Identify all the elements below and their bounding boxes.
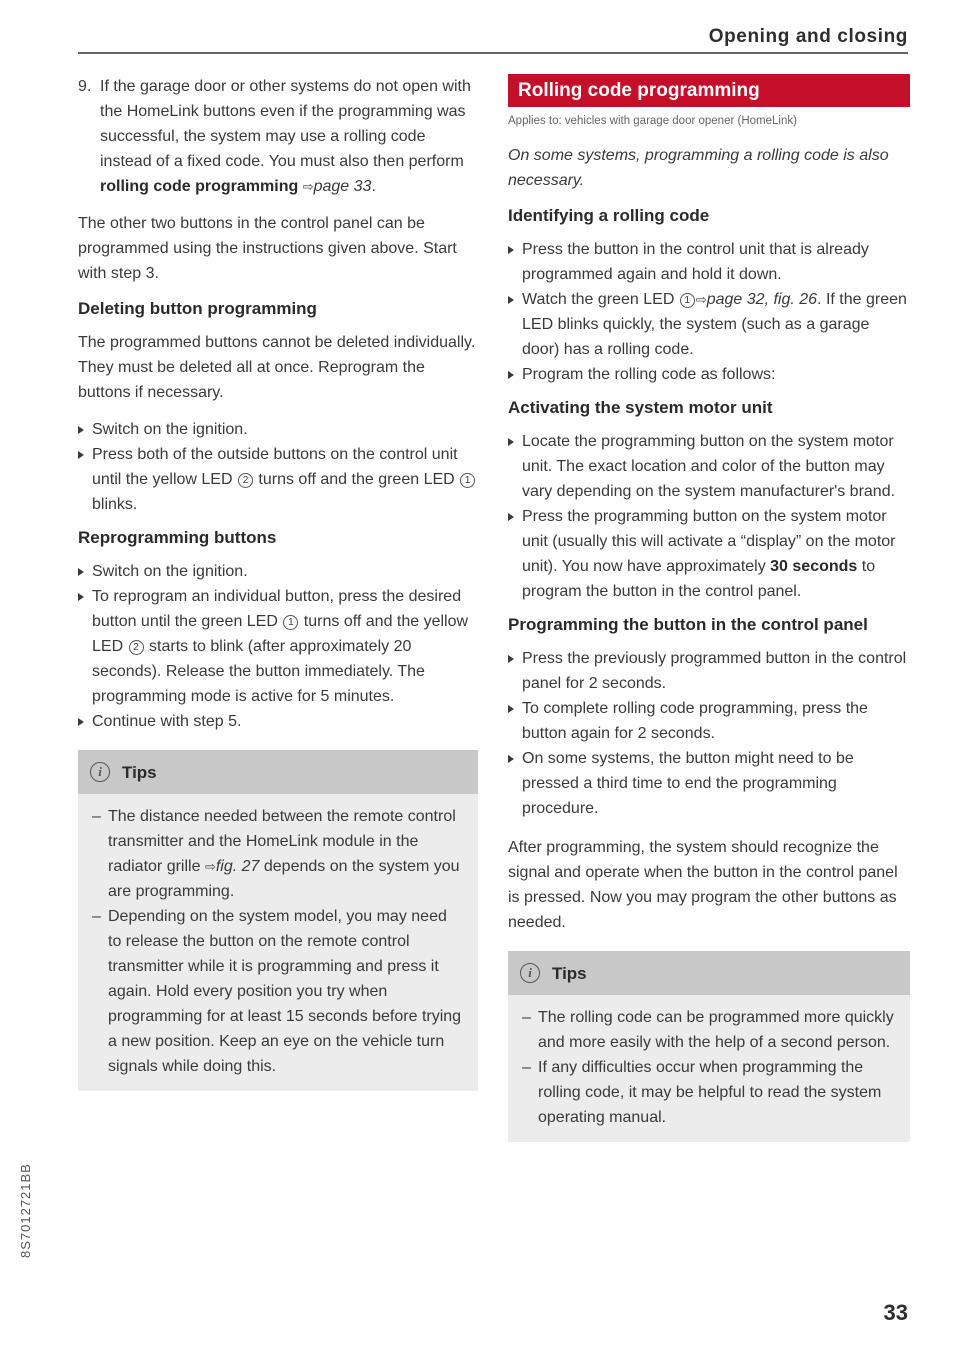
tip-item: – Depending on the system model, you may need to release the button on the remote control transmitter while it is programming and press it again. Hold every position you try when programming for at least 15 seconds before trying a new position. Keep an eye on the vehicle turn signals while doing this.	[92, 908, 462, 1075]
tips-box-left	[78, 750, 478, 1091]
reference-arrow-icon: ⇨	[204, 859, 216, 874]
reference-arrow-icon: ⇨	[695, 292, 707, 307]
heading-programming: Programming the button in the control panel	[508, 615, 868, 634]
reprogramming-steps	[78, 559, 478, 734]
list-item: Program the rolling code as follows:	[508, 362, 910, 387]
led-2-callout: 2	[129, 640, 144, 655]
led-1-callout: 1	[460, 473, 475, 488]
paragraph-deleting: The programmed buttons cannot be deleted individually. They must be deleted all at once. Reprogram the buttons if necessary.	[78, 334, 476, 401]
step-9	[78, 74, 478, 199]
heading-deleting: Deleting button programming	[78, 299, 317, 318]
heading-activating: Activating the system motor unit	[508, 398, 773, 417]
step-9-text: If the garage door or other systems do not open with the HomeLink buttons even if the programming was successful, the system may use a rolling code instead of a fixed code. You must also then perform rolling code programming ⇨page 33.	[100, 78, 471, 195]
list-item: Watch the green LED 1 ⇨page 32, fig. 26. If the green LED blinks quickly, the system (such as a garage door) has a rolling code.	[508, 287, 910, 362]
applies-to-note: Applies to: vehicles with garage door opener (HomeLink)	[508, 115, 797, 127]
tip-item: – The distance needed between the remote control transmitter and the HomeLink module in the radiator grille ⇨fig. 27 depends on the system you are programming.	[92, 808, 460, 900]
paragraph-after-programming: After programming, the system should recognize the signal and operate when the button in the control panel is pressed. Now you may program the other buttons as needed.	[508, 839, 898, 931]
led-2-callout: 2	[238, 473, 253, 488]
heading-reprogramming: Reprogramming buttons	[78, 528, 277, 547]
bullet-arrow-icon	[78, 568, 84, 576]
right-column	[508, 74, 910, 1142]
paragraph-other-buttons: The other two buttons in the control panel can be programmed using the instructions given above. Start with step 3.	[78, 215, 457, 282]
list-item: Press the button in the control unit that is already programmed again and hold it down.	[508, 237, 910, 287]
list-item: Press the programming button on the system motor unit (usually this will activate a “display” on the motor unit). You now have approximately 30 seconds to program the button in the control panel.	[508, 504, 910, 604]
list-item: Switch on the ignition.	[78, 417, 478, 442]
page-reference-link[interactable]: page 32, fig. 26	[706, 291, 818, 308]
bullet-arrow-icon	[78, 426, 84, 434]
page-reference-link[interactable]: page 33	[313, 178, 372, 195]
left-column	[78, 74, 478, 1091]
reference-arrow-icon: ⇨	[302, 179, 314, 194]
bullet-arrow-icon	[508, 371, 514, 379]
list-item: To reprogram an individual button, press the desired button until the green LED 1 turns off and the yellow LED 2 starts to blink (after approximately 20 seconds). Release the button immediately. The programming mode is active for 5 minutes.	[78, 584, 478, 709]
heading-identifying: Identifying a rolling code	[508, 206, 710, 225]
section-header-title: Opening and closing	[708, 26, 908, 47]
bullet-arrow-icon	[78, 451, 84, 459]
tips-header	[508, 951, 910, 995]
bullet-arrow-icon	[508, 296, 514, 304]
tips-title: Tips	[122, 762, 157, 782]
tip-item: – The rolling code can be programmed more quickly and more easily with the help of a second person.	[522, 1009, 894, 1051]
list-item: On some systems, the button might need to be pressed a third time to end the programming procedure.	[508, 746, 910, 821]
tips-body	[508, 995, 910, 1142]
bullet-arrow-icon	[508, 655, 514, 663]
tip-item: – If any difficulties occur when programming the rolling code, it may be helpful to read the system operating manual.	[522, 1059, 882, 1126]
activating-steps	[508, 429, 910, 604]
tips-box-right	[508, 951, 910, 1142]
list-item: To complete rolling code programming, press the button again for 2 seconds.	[508, 696, 910, 746]
step-number: 9.	[78, 78, 92, 95]
document-code: 8S7012721BB	[18, 1163, 33, 1258]
list-item: Switch on the ignition.	[78, 559, 478, 584]
figure-reference-link[interactable]: fig. 27	[215, 858, 260, 875]
info-icon: i	[520, 963, 540, 983]
bullet-arrow-icon	[508, 438, 514, 446]
tips-body	[78, 794, 478, 1091]
bullet-arrow-icon	[508, 246, 514, 254]
header-divider	[78, 52, 908, 54]
tips-title: Tips	[552, 963, 587, 983]
tips-header	[78, 750, 478, 794]
list-item: Press the previously programmed button in the control panel for 2 seconds.	[508, 646, 910, 696]
info-icon: i	[90, 762, 110, 782]
intro-text: On some systems, programming a rolling code is also necessary.	[508, 147, 889, 189]
led-1-callout: 1	[680, 293, 695, 308]
bullet-arrow-icon	[78, 593, 84, 601]
list-item: Press both of the outside buttons on the control unit until the yellow LED 2 turns off and the green LED 1 blinks.	[78, 442, 478, 517]
list-item: Locate the programming button on the system motor unit. The exact location and color of the button may vary depending on the system manufacturer's brand.	[508, 429, 910, 504]
programming-steps	[508, 646, 910, 821]
bullet-arrow-icon	[508, 705, 514, 713]
led-1-callout: 1	[283, 615, 298, 630]
bullet-arrow-icon	[78, 718, 84, 726]
bullet-arrow-icon	[508, 513, 514, 521]
list-item: Continue with step 5.	[78, 709, 478, 734]
identifying-steps	[508, 237, 910, 387]
deleting-steps	[78, 417, 478, 517]
section-banner: Rolling code programming	[508, 74, 910, 107]
page-number: 33	[883, 1300, 908, 1325]
bullet-arrow-icon	[508, 755, 514, 763]
